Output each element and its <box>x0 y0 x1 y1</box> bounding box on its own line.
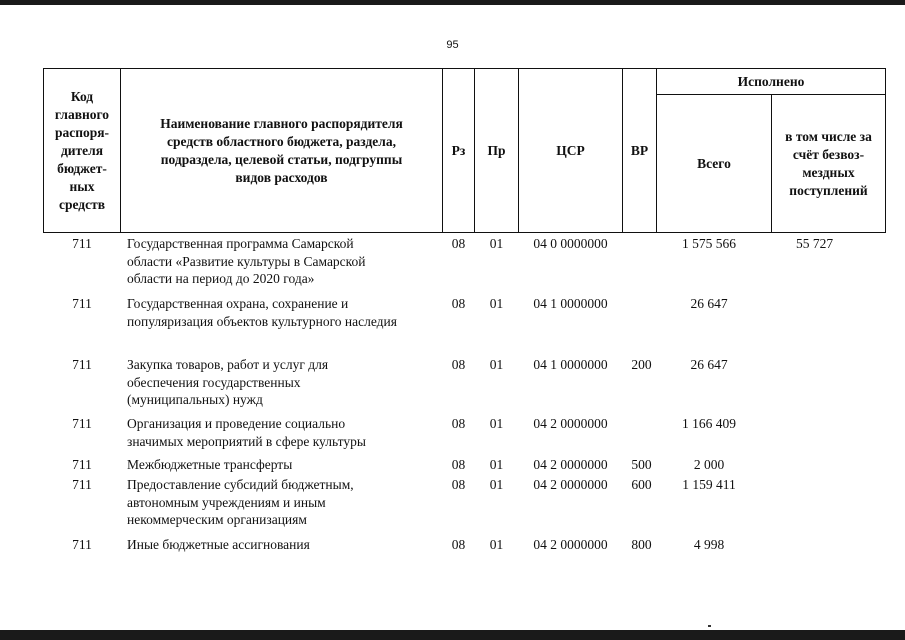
row-name: Межбюджетные трансферты <box>127 457 293 472</box>
row-pr: 01 <box>489 296 504 311</box>
row-name: Закупка товаров, работ и услуг для обеспечения государственных (муниципальных) нужд <box>127 357 329 407</box>
header-vr: ВР <box>630 142 649 158</box>
row-code: 711 <box>72 457 92 472</box>
row-total: 1 159 411 <box>682 477 736 492</box>
row-total: 2 000 <box>693 457 725 472</box>
row-code: 711 <box>72 357 92 372</box>
row-code: 711 <box>72 477 92 492</box>
header-executed: Исполнено <box>737 73 805 89</box>
row-pr: 01 <box>489 416 504 431</box>
header-name: Наименование главного распорядителя средств областного бюджета, раздела, подраздела, целевой статьи, подгруппы видов расходов <box>160 115 403 185</box>
row-pr: 01 <box>489 477 504 492</box>
row-csr: 04 2 0000000 <box>533 457 608 472</box>
row-code: 711 <box>72 236 92 251</box>
page-number: 95 <box>446 39 459 51</box>
row-pr: 01 <box>489 357 504 372</box>
row-code: 711 <box>72 537 92 552</box>
vline-8 <box>885 68 886 233</box>
row-vr: 200 <box>631 357 652 372</box>
scan-speck <box>708 625 711 627</box>
header-free: в том числе за счёт безвоз- мездных поступлений <box>785 128 872 198</box>
row-rz: 08 <box>451 296 466 311</box>
row-csr: 04 2 0000000 <box>533 416 608 431</box>
header-rz: Рз <box>451 142 466 158</box>
row-pr: 01 <box>489 236 504 251</box>
row-name: Предоставление субсидий бюджетным, автономным учреждениям и иным некоммерческим организациям <box>127 477 354 527</box>
scan-border-bottom <box>0 630 905 640</box>
row-total: 4 998 <box>693 537 725 552</box>
row-name: Организация и проведение социально значимых мероприятий в сфере культуры <box>127 416 366 449</box>
header-bottom-border <box>43 232 886 233</box>
row-csr: 04 2 0000000 <box>533 537 608 552</box>
row-rz: 08 <box>451 477 466 492</box>
header-csr: ЦСР <box>556 142 585 158</box>
row-csr: 04 2 0000000 <box>533 477 608 492</box>
row-vr: 500 <box>631 457 652 472</box>
row-vr: 800 <box>631 537 652 552</box>
row-rz: 08 <box>451 357 466 372</box>
header-pr: Пр <box>487 142 506 158</box>
row-code: 711 <box>72 296 92 311</box>
row-rz: 08 <box>451 416 466 431</box>
header-code: Код главного распоря- дителя бюджет- ных средств <box>54 88 110 212</box>
row-code: 711 <box>72 416 92 431</box>
row-rz: 08 <box>451 457 466 472</box>
row-vr: 600 <box>631 477 652 492</box>
header-total: Всего <box>697 155 731 171</box>
row-name: Государственная программа Самарской области «Развитие культуры в Самарской области на период до 2020 года» <box>127 236 366 286</box>
row-rz: 08 <box>451 236 466 251</box>
row-total: 1 575 566 <box>682 236 736 251</box>
row-name: Иные бюджетные ассигнования <box>127 537 310 552</box>
row-total: 1 166 409 <box>682 416 736 431</box>
row-csr: 04 0 0000000 <box>533 236 608 251</box>
row-total: 26 647 <box>690 357 728 372</box>
scan-border-top <box>0 0 905 5</box>
row-pr: 01 <box>489 457 504 472</box>
row-name: Государственная охрана, сохранение и популяризация объектов культурного наследия <box>127 296 397 329</box>
row-free: 55 727 <box>795 236 834 251</box>
row-csr: 04 1 0000000 <box>533 296 608 311</box>
row-csr: 04 1 0000000 <box>533 357 608 372</box>
row-rz: 08 <box>451 537 466 552</box>
row-pr: 01 <box>489 537 504 552</box>
row-total: 26 647 <box>690 296 728 311</box>
